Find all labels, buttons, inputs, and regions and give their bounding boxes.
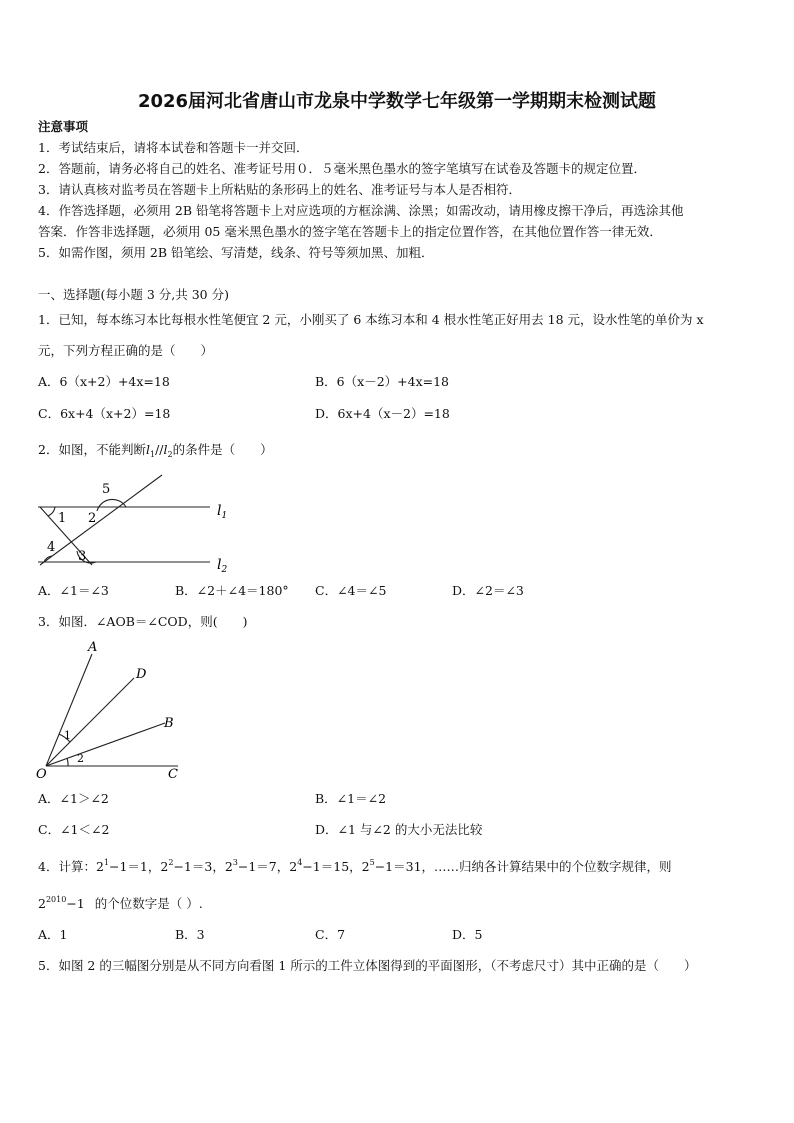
notice-line: 2．答题前，请务必将自己的姓名、准考证号用０．５毫米黑色墨水的签字笔填写在试卷及答题卡的规定位置． — [38, 161, 646, 176]
notice-heading: 注意事项 — [38, 119, 89, 134]
q4-prefix: 4．计算： — [38, 859, 96, 874]
q2-figure — [30, 470, 250, 578]
section-heading: 一、选择题(每小题 3 分,共 30 分) — [38, 287, 229, 302]
q5-stem: 5．如图 2 的三幅图分别是从不同方向看图 1 所示的工件立体图得到的平面图形，（不考虑尺寸）其中正确的是（ ） — [38, 958, 697, 973]
point-label-c: C — [168, 767, 178, 782]
q4-option-c: C．7 — [315, 927, 346, 942]
angle-label-5: 5 — [102, 482, 111, 497]
q2-stem — [38, 441, 273, 459]
line-label-l1: $l_1$ — [217, 503, 228, 521]
angle-label-4: 4 — [47, 540, 56, 555]
q4-term: $2^5-1=31$， — [361, 858, 435, 874]
angle-label-1: 1 — [64, 729, 71, 742]
q2-line-l1: l — [145, 442, 150, 457]
notice-line: 3．请认真核对监考员在答题卡上所粘贴的条形码上的姓名、准考证号与本人是否相符． — [38, 182, 521, 197]
q4-term: $2^1-1=1$， — [95, 858, 161, 874]
notice-line: 5．如需作图，须用 2B 铅笔绘、写清楚，线条、符号等须加黑、加粗． — [38, 245, 434, 260]
q1-stem: 1．已知，每本练习本比每根水性笔便宜 2 元，小刚买了 6 本练习本和 4 根水性笔正好用去 18 元，设水性笔的单价为 x — [38, 312, 704, 327]
angle-label-2: 2 — [88, 511, 97, 526]
q4-question: 的个位数字是（ ）. — [94, 896, 203, 911]
q2-stem-prefix: 2．如图，不能判断 — [38, 442, 146, 457]
q2-parallel-symbol: // — [155, 442, 164, 457]
point-label-o: O — [36, 767, 47, 782]
line-label-l2: $l_2$ — [217, 557, 228, 575]
q3-option-a: A．∠1＞∠2 — [38, 791, 109, 806]
q4-stem — [38, 858, 672, 876]
q1-option-a: A．6（x+2）+4x=18 — [38, 374, 170, 389]
arc-angle-1 — [48, 507, 55, 516]
q1-option-d: D．6x+4（x－2）=18 — [315, 406, 450, 421]
point-label-d: D — [136, 667, 147, 682]
q2-option-a: A．∠1＝∠3 — [38, 583, 109, 598]
q4-option-a: A．1 — [38, 927, 68, 942]
q2-line-l2: l — [163, 442, 168, 457]
angle-label-2: 2 — [77, 752, 84, 765]
q4-term: $2^2-1=3$， — [160, 858, 225, 874]
angle-label-1: 1 — [58, 511, 67, 526]
notice-line: 4．作答选择题，必须用 2B 铅笔将答题卡上对应选项的方框涂满、涂黑；如需改动，请用橡皮擦干净后，再选涂其他 — [38, 203, 684, 218]
point-label-a: A — [88, 640, 98, 655]
q2-stem-suffix: 的条件是（ ） — [172, 442, 273, 457]
q1-option-b: B．6（x－2）+4x=18 — [315, 374, 449, 389]
q1-option-c: C．6x+4（x+2）=18 — [38, 406, 171, 421]
q3-option-c: C．∠1＜∠2 — [38, 822, 110, 837]
q4-stem-cont — [38, 895, 203, 913]
q4-power: $2^{2010}-1$ — [38, 895, 85, 911]
notice-line: 答案．作答非选择题，必须用 05 毫米黑色墨水的签字笔在答题卡上的指定位置作答，在其他位置作答一律无效． — [38, 224, 662, 239]
q3-figure — [30, 638, 190, 783]
ray-oa — [46, 654, 92, 766]
ray-od — [46, 678, 134, 766]
angle-label-3: 3 — [78, 549, 87, 564]
q4-term: $2^3-1=7$， — [224, 858, 290, 874]
q4-option-d: D．5 — [452, 927, 483, 942]
arc-angle-2 — [67, 758, 68, 766]
q4-option-b: B．3 — [175, 927, 205, 942]
q4-term: $2^4-1=15$， — [289, 858, 362, 874]
q2-line-l1-sub: 1 — [149, 450, 156, 459]
q2-option-d: D．∠2＝∠3 — [452, 583, 524, 598]
q3-option-b: B．∠1＝∠2 — [315, 791, 387, 806]
q2-option-b: B．∠2＋∠4＝180° — [175, 583, 289, 598]
q1-stem-cont: 元，下列方程正确的是（ ） — [38, 343, 214, 358]
q3-option-d: D．∠1 与∠2 的大小无法比较 — [315, 822, 483, 837]
point-label-b: B — [164, 716, 174, 731]
page-title: 2026届河北省唐山市龙泉中学数学七年级第一学期期末检测试题 — [137, 91, 657, 112]
q4-suffix: ……归纳各计算结果中的个位数字规律，则 — [434, 859, 672, 874]
q3-stem: 3．如图．∠AOB＝∠COD，则( ) — [38, 614, 248, 629]
q2-option-c: C．∠4＝∠5 — [315, 583, 387, 598]
q2-line-l2-sub: 2 — [167, 450, 173, 459]
notice-line: 1．考试结束后，请将本试卷和答题卡一并交回． — [38, 140, 309, 155]
